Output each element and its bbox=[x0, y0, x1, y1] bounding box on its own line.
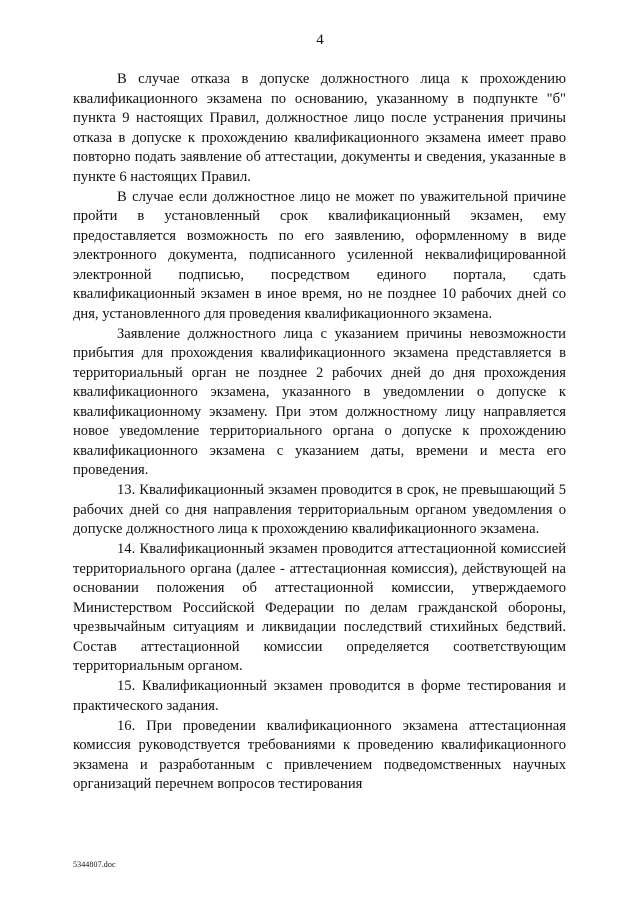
document-body bbox=[73, 70, 566, 795]
paragraph-item-13: 13. Квалификационный экзамен проводится в срок, не превышающий 5 рабочих дней со дня направления территориальным органом уведомления о допуске должностного лица к прохождению квалификационного экзамена. bbox=[73, 482, 566, 537]
paragraph-valid-reason-reschedule: В случае если должностное лицо не может по уважительной причине пройти в установленный срок квалификационный экзамен, ему предоставляется возможность по его заявлению, оформленному в виде электронного документа, подписанного усиленной неквалифицированной электронной подписью, посредством единого портала, сдать квалификационный экзамен в иное время, но не позднее 10 рабочих дней со дня, установленного для проведения квалификационного экзамена. bbox=[73, 188, 566, 322]
paragraph-item-16: 16. При проведении квалификационного экзамена аттестационная комиссия руководствуется требованиями к проведению квалификационного экзамена и разработанным с привлечением подведомственных научных организаций перечнем вопросов тестирования bbox=[73, 717, 566, 792]
paragraph-absence-statement: Заявление должностного лица с указанием причины невозможности прибытия для прохождения квалификационного экзамена представляется в территориальный орган не позднее 2 рабочих дней до дня прохождения квалификационного экзамена, указанного в уведомлении о допуске к квалификационному экзамену. При этом должностному лицу направляется новое уведомление территориального органа о допуске к прохождению квалификационного экзамена с указанием даты, времени и места его проведения. bbox=[73, 325, 566, 478]
page-number: 4 bbox=[316, 32, 324, 48]
paragraph-item-15: 15. Квалификационный экзамен проводится в форме тестирования и практического задания. bbox=[73, 678, 566, 714]
document-file-code: 5344807.doc bbox=[73, 860, 116, 869]
paragraph-refusal-resubmission: В случае отказа в допуске должностного лица к прохождению квалификационного экзамена по основанию, указанному в подпункте "б" пункта 9 настоящих Правил, должностное лицо после устранения причины отказа в допуске к прохождению квалификационного экзамена имеет право повторно подать заявление об аттестации, документы и сведения, указанные в пункте 6 настоящих Правил. bbox=[73, 71, 566, 185]
paragraph-item-14: 14. Квалификационный экзамен проводится аттестационной комиссией территориального органа (далее - аттестационная комиссия), действующей на основании положения об аттестационной комиссии, утверждаемого Министерством Российской Федерации по делам гражданской обороны, чрезвычайным ситуациям и ликвидации последствий стихийных бедствий. Состав аттестационной комиссии определяется соответствующим территориальным органом. bbox=[73, 541, 566, 674]
